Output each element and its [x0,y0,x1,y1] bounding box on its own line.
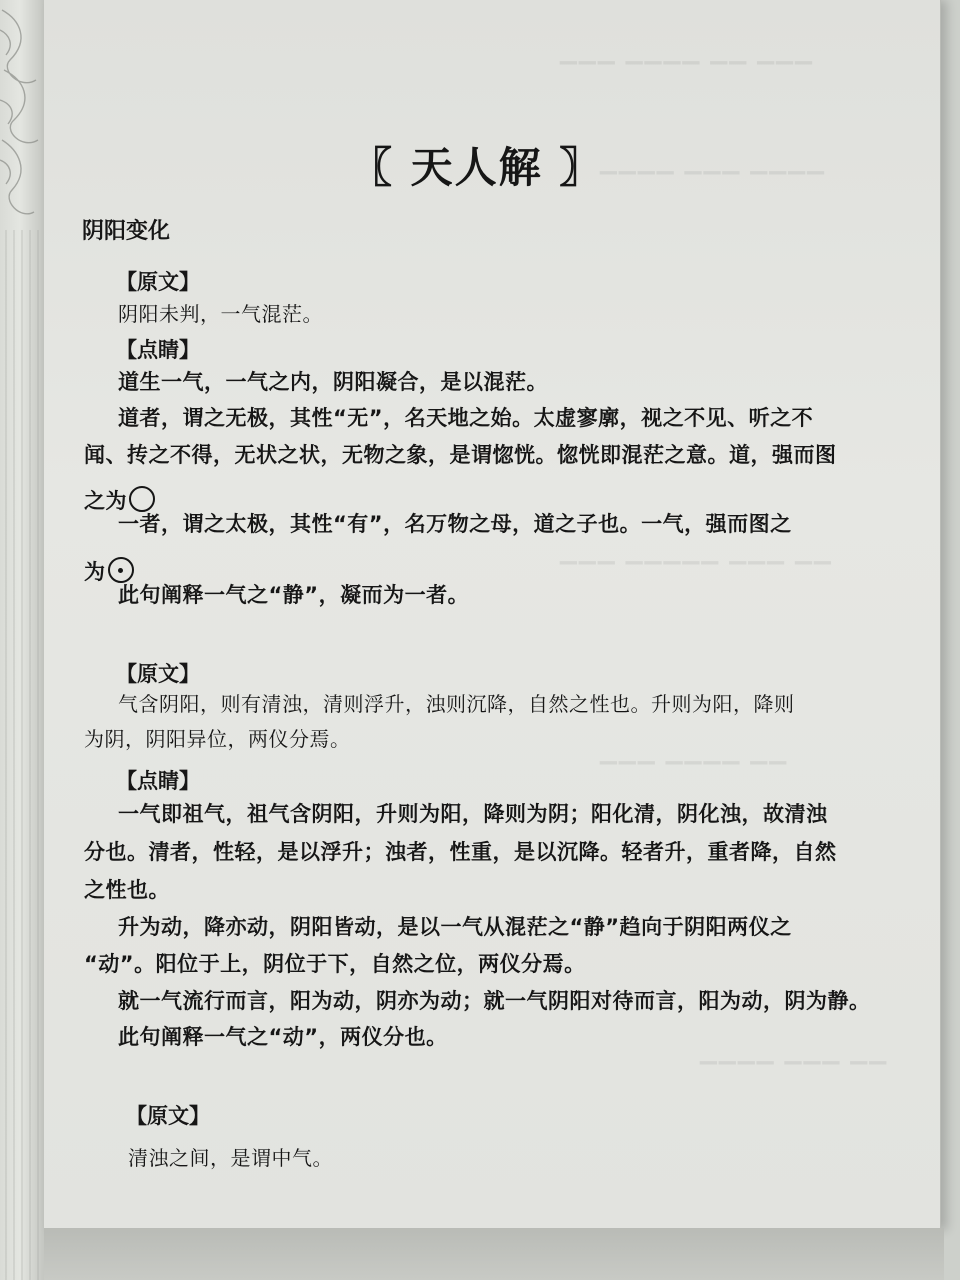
paragraph-line: 闻、抟之不得，无状之状，无物之象，是谓惚恍。惚恍即混茫之意。道，强而图 [84,443,837,467]
paragraph-line: 阴阳未判，一气混茫。 [118,302,323,326]
title-right-bracket: 〗 [559,143,604,192]
bleed-through-decoration: ▁▁▁▁ ▁▁▁ ▁▁▁▁ [600,150,827,175]
page-bottom-shadow [44,1228,944,1280]
paragraph-text: 之为 [84,489,127,513]
original-text-label: 【原文】 [116,270,200,294]
paragraph-line: 此句阐释一气之“动”，两仪分也。 [118,1025,448,1049]
commentary-label: 【点睛】 [116,338,200,362]
original-text-label: 【原文】 [116,662,200,686]
section-heading: 阴阳变化 [82,219,171,244]
paragraph-line: 一者，谓之太极，其性“有”，名万物之母，道之子也。一气，强而图之 [118,512,792,536]
bleed-through-decoration: ▁▁▁ ▁▁▁▁▁ ▁▁▁ ▁▁ [560,540,833,565]
commentary-label: 【点睛】 [116,769,200,793]
paragraph-text: 为 [84,560,106,584]
paragraph-line: 此句阐释一气之“静”，凝而为一者。 [118,583,470,607]
paragraph-line: 道生一气，一气之内，阴阳凝合，是以混茫。 [118,370,548,394]
paragraph-line: 道者，谓之无极，其性“无”，名天地之始。太虚寥廓，视之不见、听之不 [118,406,814,430]
paragraph-line: 就一气流行而言，阳为动，阴亦为动；就一气阴阳对待而言，阳为动，阴为静。 [118,989,871,1013]
bleed-through-decoration: ▁▁▁▁ ▁▁▁ ▁▁ [700,1040,889,1065]
paragraph-line: 为阴，阴阳异位，两仪分焉。 [84,727,351,751]
bleed-through-decoration: ▁▁▁ ▁▁▁▁ ▁▁ [600,740,789,765]
book-spine-edge [0,0,47,1280]
paragraph-line: “动”。阳位于上，阴位于下，自然之位，两仪分焉。 [84,952,586,976]
paragraph-line: 分也。清者，性轻，是以浮升；浊者，性重，是以沉降。轻者升，重者降，自然 [84,840,837,864]
bleed-through-decoration: ▁▁▁ ▁▁▁▁ ▁▁ ▁▁▁ [560,40,815,65]
chapter-title [350,135,603,195]
spine-ornament-icon [0,0,46,1280]
paragraph-line: 清浊之间，是谓中气。 [128,1146,333,1170]
paragraph-line: 一气即祖气，祖气含阴阳，升则为阳，降则为阴；阳化清，阴化浊，故清浊 [118,802,828,826]
paragraph-line: 之性也。 [84,878,170,902]
title-left-bracket: 〖 [350,143,395,192]
original-text-label: 【原文】 [126,1104,210,1128]
paragraph-line: 升为动，降亦动，阴阳皆动，是以一气从混茫之“静”趋向于阴阳两仪之 [118,915,792,939]
title-text: 天人解 [410,143,543,192]
paragraph-line: 气含阴阳，则有清浊，清则浮升，浊则沉降，自然之性也。升则为阳，降则 [118,692,795,716]
